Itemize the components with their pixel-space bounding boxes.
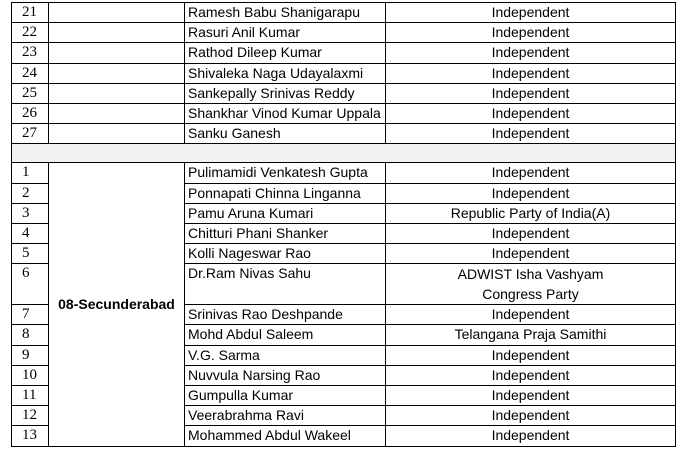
serial-number: 26	[12, 103, 49, 123]
serial-number: 21	[12, 3, 49, 23]
serial-number: 22	[12, 23, 49, 43]
candidates-table	[11, 2, 676, 447]
candidate-name: V.G. Sarma	[185, 345, 386, 365]
party-name: Independent	[386, 365, 676, 385]
candidate-name: Shankhar Vinod Kumar Uppala	[185, 103, 386, 123]
candidate-name: Pulimamidi Venkatesh Gupta	[185, 163, 386, 183]
constituency-cell	[49, 3, 185, 23]
party-name: Telangana Praja Samithi	[386, 325, 676, 345]
candidate-name: Chitturi Phani Shanker	[185, 223, 386, 243]
candidate-name: Ramesh Babu Shanigarapu	[185, 3, 386, 23]
constituency-cell	[49, 124, 185, 144]
candidate-name: Rathod Dileep Kumar	[185, 43, 386, 63]
serial-number: 23	[12, 43, 49, 63]
candidate-name: Shivaleka Naga Udayalaxmi	[185, 63, 386, 83]
candidates-table-body	[12, 3, 676, 447]
table-row	[12, 3, 676, 23]
serial-number: 25	[12, 83, 49, 103]
party-name: Independent	[386, 83, 676, 103]
serial-number: 10	[12, 365, 49, 385]
candidate-name: Nuvvula Narsing Rao	[185, 365, 386, 385]
candidate-name: Kolli Nageswar Rao	[185, 244, 386, 264]
party-name: Independent	[386, 386, 676, 406]
party-name: Independent	[386, 23, 676, 43]
serial-number: 9	[12, 345, 49, 365]
constituency-cell	[49, 83, 185, 103]
section-divider	[12, 144, 676, 163]
party-name: Independent	[386, 426, 676, 446]
candidate-name: Sankepally Srinivas Reddy	[185, 83, 386, 103]
party-name: Independent	[386, 223, 676, 243]
constituency-cell	[49, 43, 185, 63]
serial-number: 2	[12, 183, 49, 203]
party-name: Independent	[386, 183, 676, 203]
serial-number: 1	[12, 163, 49, 183]
party-name: Independent	[386, 103, 676, 123]
party-name: Independent	[386, 244, 676, 264]
serial-number: 13	[12, 426, 49, 446]
constituency-cell	[49, 23, 185, 43]
candidate-name: Pamu Aruna Kumari	[185, 203, 386, 223]
candidate-name: Srinivas Rao Deshpande	[185, 305, 386, 325]
serial-number: 27	[12, 124, 49, 144]
party-name: Independent	[386, 3, 676, 23]
table-row	[12, 83, 676, 103]
party-name: Independent	[386, 163, 676, 183]
section-divider-row	[12, 144, 676, 163]
table-row	[12, 103, 676, 123]
serial-number: 11	[12, 386, 49, 406]
party-name: Republic Party of India(A)	[386, 203, 676, 223]
candidate-name: Veerabrahma Ravi	[185, 406, 386, 426]
serial-number: 7	[12, 305, 49, 325]
serial-number: 12	[12, 406, 49, 426]
table-row	[12, 23, 676, 43]
party-name: ADWIST Isha Vashyam Congress Party	[386, 264, 676, 305]
serial-number: 24	[12, 63, 49, 83]
candidate-name: Ponnapati Chinna Linganna	[185, 183, 386, 203]
table-row	[12, 124, 676, 144]
candidate-name: Mohammed Abdul Wakeel	[185, 426, 386, 446]
table-row	[12, 163, 676, 183]
serial-number: 4	[12, 223, 49, 243]
party-name: Independent	[386, 406, 676, 426]
constituency-cell	[49, 103, 185, 123]
candidate-name: Rasuri Anil Kumar	[185, 23, 386, 43]
candidate-name: Sanku Ganesh	[185, 124, 386, 144]
constituency-cell	[49, 63, 185, 83]
serial-number: 6	[12, 264, 49, 305]
party-name: Independent	[386, 345, 676, 365]
candidate-name: Gumpulla Kumar	[185, 386, 386, 406]
serial-number: 3	[12, 203, 49, 223]
party-name: Independent	[386, 305, 676, 325]
party-name: Independent	[386, 63, 676, 83]
party-name: Independent	[386, 43, 676, 63]
table-row	[12, 43, 676, 63]
candidate-name: Mohd Abdul Saleem	[185, 325, 386, 345]
table-row	[12, 63, 676, 83]
serial-number: 8	[12, 325, 49, 345]
serial-number: 5	[12, 244, 49, 264]
constituency-name: 08-Secunderabad	[49, 163, 185, 446]
candidate-name: Dr.Ram Nivas Sahu	[185, 264, 386, 305]
party-name: Independent	[386, 124, 676, 144]
